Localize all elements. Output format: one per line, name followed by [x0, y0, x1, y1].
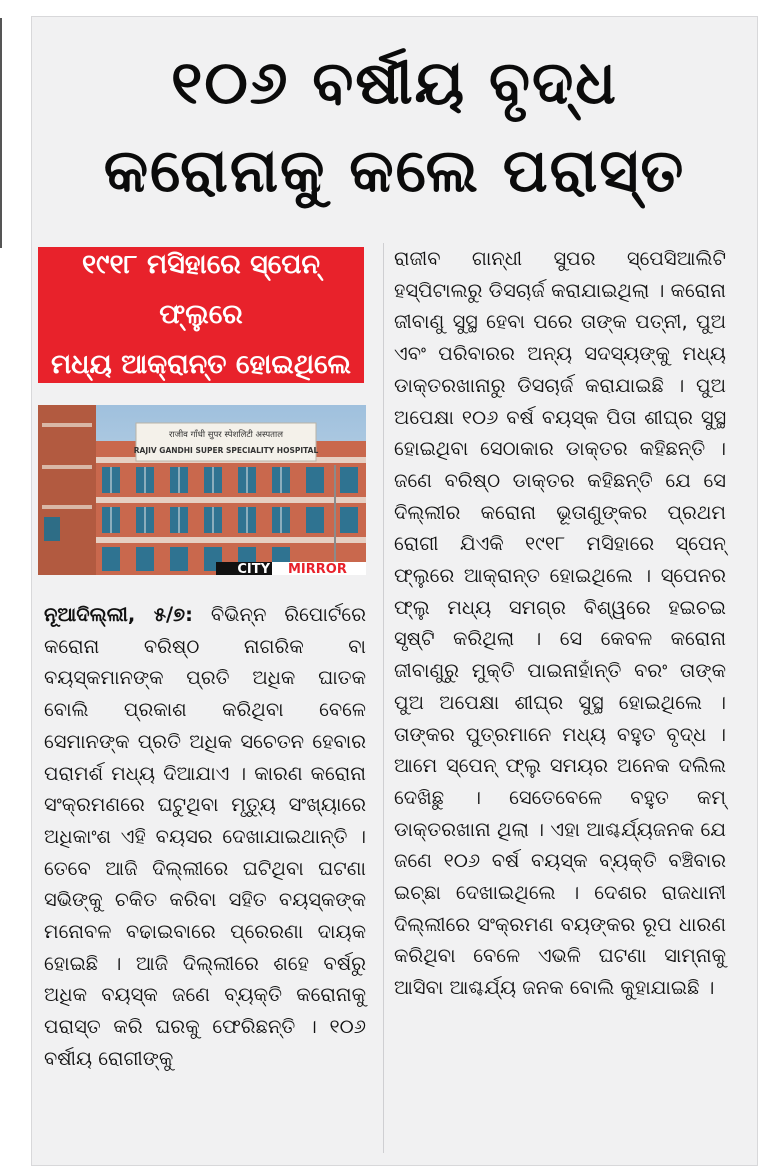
article-column-left — [44, 599, 366, 1075]
article-body-right: ରାଜୀବ ଗାନ୍ଧୀ ସୁପର ସ୍ପେସିଆଲିଟି ହସ୍ପିଟାଲରୁ ଡିସଚାର୍ଜ କରାଯାଇଥିଲା । କରୋନା ଜୀବାଣୁ ସୁସ୍ଥ ହେବା ପରେ ତାଙ୍କ ପତ୍ନୀ, ପୁଅ ଏବଂ ପରିବାରର ଅନ୍ୟ ସଦସ୍ୟଙ୍କୁ ମଧ୍ୟ ଡାକ୍ତରଖାନାରୁ ଡିସଚାର୍ଜ କରାଯାଇଛି । ପୁଅ ଅପେକ୍ଷା ୧୦୬ ବର୍ଷ ବୟସ୍କ ପିତା ଶୀଘ୍ର ସୁସ୍ଥ ହୋଇଥିବା ସେଠାକାର ଡାକ୍ତର କହିଛନ୍ତି । ଜଣେ ବରିଷ୍ଠ ଡାକ୍ତର କହିଛନ୍ତି ଯେ ସେ ଦିଲ୍ଲୀର କରୋନା ଭୂତାଣୁଙ୍କର ପ୍ରଥମ ରୋଗୀ ଯିଏକି ୧୯୧୮ ମସିହାରେ ସ୍ପେନ୍ ଫ୍ଲୁରେ ଆକ୍ରାନ୍ତ ହୋଇଥିଲେ । ସ୍ପେନର ଫ୍ଲୁ ମଧ୍ୟ ସମଗ୍ର ବିଶ୍ୱରେ ହଇଚଇ ସୃଷ୍ଟି କରିଥିଲା । ସେ କେବଳ କରୋନା ଜୀବାଣୁରୁ ମୁକ୍ତି ପାଇନାହାଁନ୍ତି ବରଂ ତାଙ୍କ ପୁଅ ଅପେକ୍ଷା ଶୀଘ୍ର ସୁସ୍ଥ ହୋଇଥିଲେ । ତାଙ୍କର ପୁତ୍ରମାନେ ମଧ୍ୟ ବହୁତ ବୃଦ୍ଧ । ଆମେ ସ୍ପେନ୍ ଫ୍ଲୁ ସମୟର ଅନେକ ଦଲିଲ ଦେଖିଛୁ । ସେତେବେଳେ ବହୁତ କମ୍ ଡାକ୍ତରଖାନା ଥିଲା । ଏହା ଆଶ୍ଚର୍ଯ୍ୟଜନକ ଯେ ଜଣେ ୧୦୬ ବର୍ଷ ବୟସ୍କ ବ୍ୟକ୍ତି ବଞ୍ଚିବାର ଇଚ୍ଛା ଦେଖାଇଥିଲେ । ଦେଶର ରାଜଧାନୀ ଦିଲ୍ଲୀରେ ସଂକ୍ରମଣ ବୟଙ୍କର ରୂପ ଧାରଣ କରିଥିବା ବେଳେ ଏଭଳି ଘଟଣା ସାମ୍ନାକୁ ଆସିବା ଆଶ୍ଚର୍ଯ୍ୟ ଜନକ ବୋଲି କୁହାଯାଇଛି । — [394, 247, 726, 1000]
newspaper-clipping — [31, 16, 758, 1166]
subheadline-box — [38, 247, 364, 383]
subheadline-line-2: ମଧ୍ୟ ଆକ୍ରାନ୍ତ ହୋଇଥିଲେ — [50, 349, 352, 380]
hospital-building-image — [38, 405, 366, 575]
photo-credit-city: CITY — [237, 562, 270, 575]
hospital-photo — [38, 405, 366, 575]
article-column-right — [394, 243, 726, 1004]
sign-hindi-text: राजीव गाँधी सुपर स्पेशलिटी अस्पताल — [169, 430, 283, 440]
headline-line-1: ୧୦୬ ବର୍ଷୀୟ ବୃଦ୍ଧ — [171, 48, 618, 118]
photo-credit-mirror: MIRROR — [288, 562, 347, 575]
subheadline-line-1: ୧୯୧୮ ମସିହାରେ ସ୍ପେନ୍ ଫ୍ଲୁରେ — [81, 249, 321, 330]
sign-english-text: RAJIV GANDHI SUPER SPECIALITY HOSPITAL — [133, 446, 319, 455]
page-edge-mark — [0, 18, 2, 248]
headline — [32, 39, 757, 215]
article-body-left: ବିଭିନ୍ନ ରିପୋର୍ଟରେ କରୋନା ବରିଷ୍ଠ ନାଗରିକ ବା ବୟସ୍କମାନଙ୍କ ପ୍ରତି ଅଧିକ ଘାତକ ବୋଲି ପ୍ରକାଶ କରିଥିବା ବେଳେ ସେମାନଙ୍କ ପ୍ରତି ଅଧିକ ସଚେତନ ହେବାର ପରାମର୍ଶ ମଧ୍ୟ ଦିଆଯାଏ । କାରଣ କରୋନା ସଂକ୍ରମଣରେ ଘଟୁଥିବା ମୃତ୍ୟୁ ସଂଖ୍ୟାରେ ଅଧିକାଂଶ ଏହି ବୟସର ଦେଖାଯାଇଥାନ୍ତି । ତେବେ ଆଜି ଦିଲ୍ଲୀରେ ଘଟିଥିବା ଘଟଣା ସଭିଙ୍କୁ ଚକିତ କରିବା ସହିତ ବୟସ୍କଙ୍କ ମନୋବଳ ବଢାଇବାରେ ପ୍ରେରଣା ଦାୟକ ହୋଇଛି । ଆଜି ଦିଲ୍ଲୀରେ ଶହେ ବର୍ଷରୁ ଅଧିକ ବୟସ୍କ ଜଣେ ବ୍ୟକ୍ତି କରୋନାକୁ ପରାସ୍ତ କରି ଘରକୁ ଫେରିଛନ୍ତି । ୧୦୬ ବର୍ଷୀୟ ରୋଗୀଙ୍କୁ — [44, 603, 366, 1070]
headline-line-2: କରୋନାକୁ କଲେ ପରାସ୍ତ — [103, 136, 686, 206]
dateline: ନୂଆଦିଲ୍ଲୀ, ୫/୭: — [44, 603, 193, 626]
column-divider — [383, 243, 384, 1153]
